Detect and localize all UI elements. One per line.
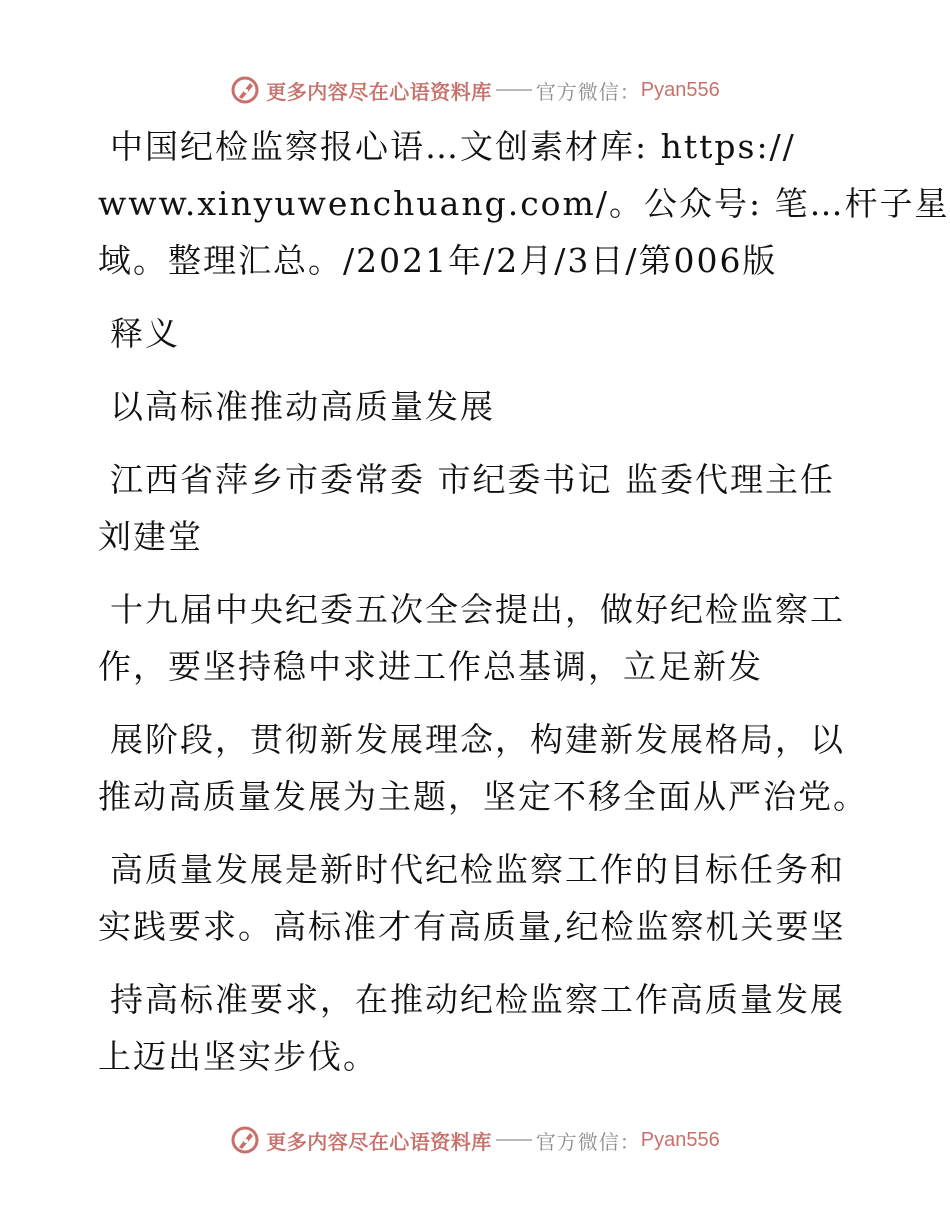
text-line: 十九届中央纪委五次全会提出，做好纪检监察工 xyxy=(110,590,845,629)
body-paragraph xyxy=(98,841,846,955)
pen-nib-logo-icon xyxy=(230,75,260,105)
text-line: 中国纪检监察报心语…文创素材库: https:// xyxy=(110,127,796,166)
body-paragraph xyxy=(98,711,868,825)
text-line: 刘建堂 xyxy=(98,517,203,556)
banner-wechat-id: Pyan556 xyxy=(640,78,720,101)
text-line: 展阶段，贯彻新发展理念，构建新发展格局，以 xyxy=(110,720,845,759)
text-line: 上迈出坚实步伐。 xyxy=(98,1037,378,1076)
banner-divider xyxy=(496,89,532,91)
banner-slogan: 更多内容尽在心语资料库 xyxy=(266,1129,492,1154)
footer-watermark-banner xyxy=(0,1120,950,1160)
text-line: 作，要坚持稳中求进工作总基调，立足新发 xyxy=(98,647,763,686)
banner-wechat-id: Pyan556 xyxy=(640,1128,720,1151)
text-line: 高质量发展是新时代纪检监察工作的目标任务和 xyxy=(110,850,845,889)
banner-official-label: 官方微信： xyxy=(535,1129,641,1154)
text-line: 持高标准要求，在推动纪检监察工作高质量发展 xyxy=(110,980,845,1019)
banner-official-label: 官方微信： xyxy=(535,79,641,104)
banner-slogan: 更多内容尽在心语资料库 xyxy=(266,79,492,104)
text-line: 域。整理汇总。/2021年/2月/3日/第006版 xyxy=(98,241,778,280)
header-watermark-banner xyxy=(0,70,950,110)
text-line: 江西省萍乡市委常委 市纪委书记 监委代理主任 xyxy=(110,460,835,499)
body-paragraph xyxy=(98,971,845,1085)
text-line: 推动高质量发展为主题，坚定不移全面从严治党。 xyxy=(98,777,868,816)
body-paragraph xyxy=(98,581,845,695)
text-line: 释义 xyxy=(110,314,180,353)
text-line: 以高标准推动高质量发展 xyxy=(110,387,495,426)
banner-divider xyxy=(496,1139,532,1141)
source-paragraph xyxy=(98,118,950,289)
document-body xyxy=(98,118,950,1101)
pen-nib-logo-icon xyxy=(230,1125,260,1155)
author-byline xyxy=(98,451,838,565)
text-line: 实践要求。高标准才有高质量,纪检监察机关要坚 xyxy=(98,907,846,946)
section-label xyxy=(98,305,838,362)
text-line: www.xinyuwenchuang.com/。公众号: 笔…杆子星 xyxy=(98,184,950,223)
article-title xyxy=(98,378,838,435)
